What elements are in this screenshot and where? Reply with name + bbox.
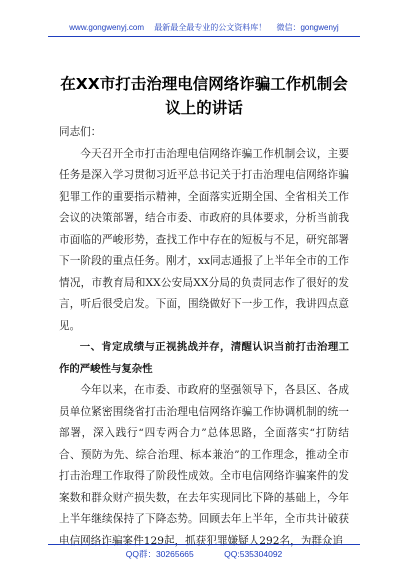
document-body	[59, 122, 349, 552]
document-title: 在XX市打击治理电信网络诈骗工作机制会议上的讲话	[60, 75, 348, 117]
header-divider	[48, 36, 360, 37]
page-footer	[0, 548, 408, 560]
footer-qq-group: QQ群：30265665	[125, 549, 194, 559]
header-slogan: 最新最全最专业的公文资料库！	[154, 23, 267, 32]
header-website-link[interactable]: www.gongwenyj.com	[69, 23, 144, 32]
page-header	[0, 22, 408, 33]
header-wechat: 微信：gongwenyj	[276, 23, 339, 32]
footer-qq-contact: QQ:535304092	[224, 549, 283, 559]
footer-divider	[48, 544, 360, 545]
salutation: 同志们：	[59, 126, 102, 138]
intro-paragraph: 今天召开全市打击治理电信网络诈骗工作机制会议，主要任务是深入学习贯彻习近平总书记关于打击治理电信网络诈骗犯罪工作的重要指示精神，全面落实近期全国、全省相关工作会议的决策部署，结合市委、市政府的具体要求，分析当前我市面临的严峻形势，查找工作中存在的短板与不足，研究部署下一阶段的重点任务。刚才，xx同志通报了上半年全市的工作情况，市教育局和XX公安局XX分局的负责同志作了很好的发言，听后很受启发。下面，围绕做好下一步工作，我讲四点意见。	[59, 147, 349, 332]
section-heading: 一、肯定成绩与正视挑战并存，清醒认识当前打击治理工作的严峻性与复杂性	[59, 341, 349, 375]
section-paragraph: 今年以来，在市委、市政府的坚强领导下，各县区、各成员单位紧密围绕省打击治理电信网络诈骗工作协调机制的统一部署，深入践行“四专两合力”总体思路，全面落实“打防结合、预防为先、综合治理、标本兼治”的工作理念，推动全市打击治理工作取得了阶段性成效。全市电信网络诈骗案件的发案数和群众财产损失数，在去年实现同比下降的基础上，今年上半年继续保持了下降态势。回顾去年上半年，全市共计破获电信网络诈骗案件129起，抓获犯罪嫌疑人292名，为群众追	[59, 384, 349, 547]
